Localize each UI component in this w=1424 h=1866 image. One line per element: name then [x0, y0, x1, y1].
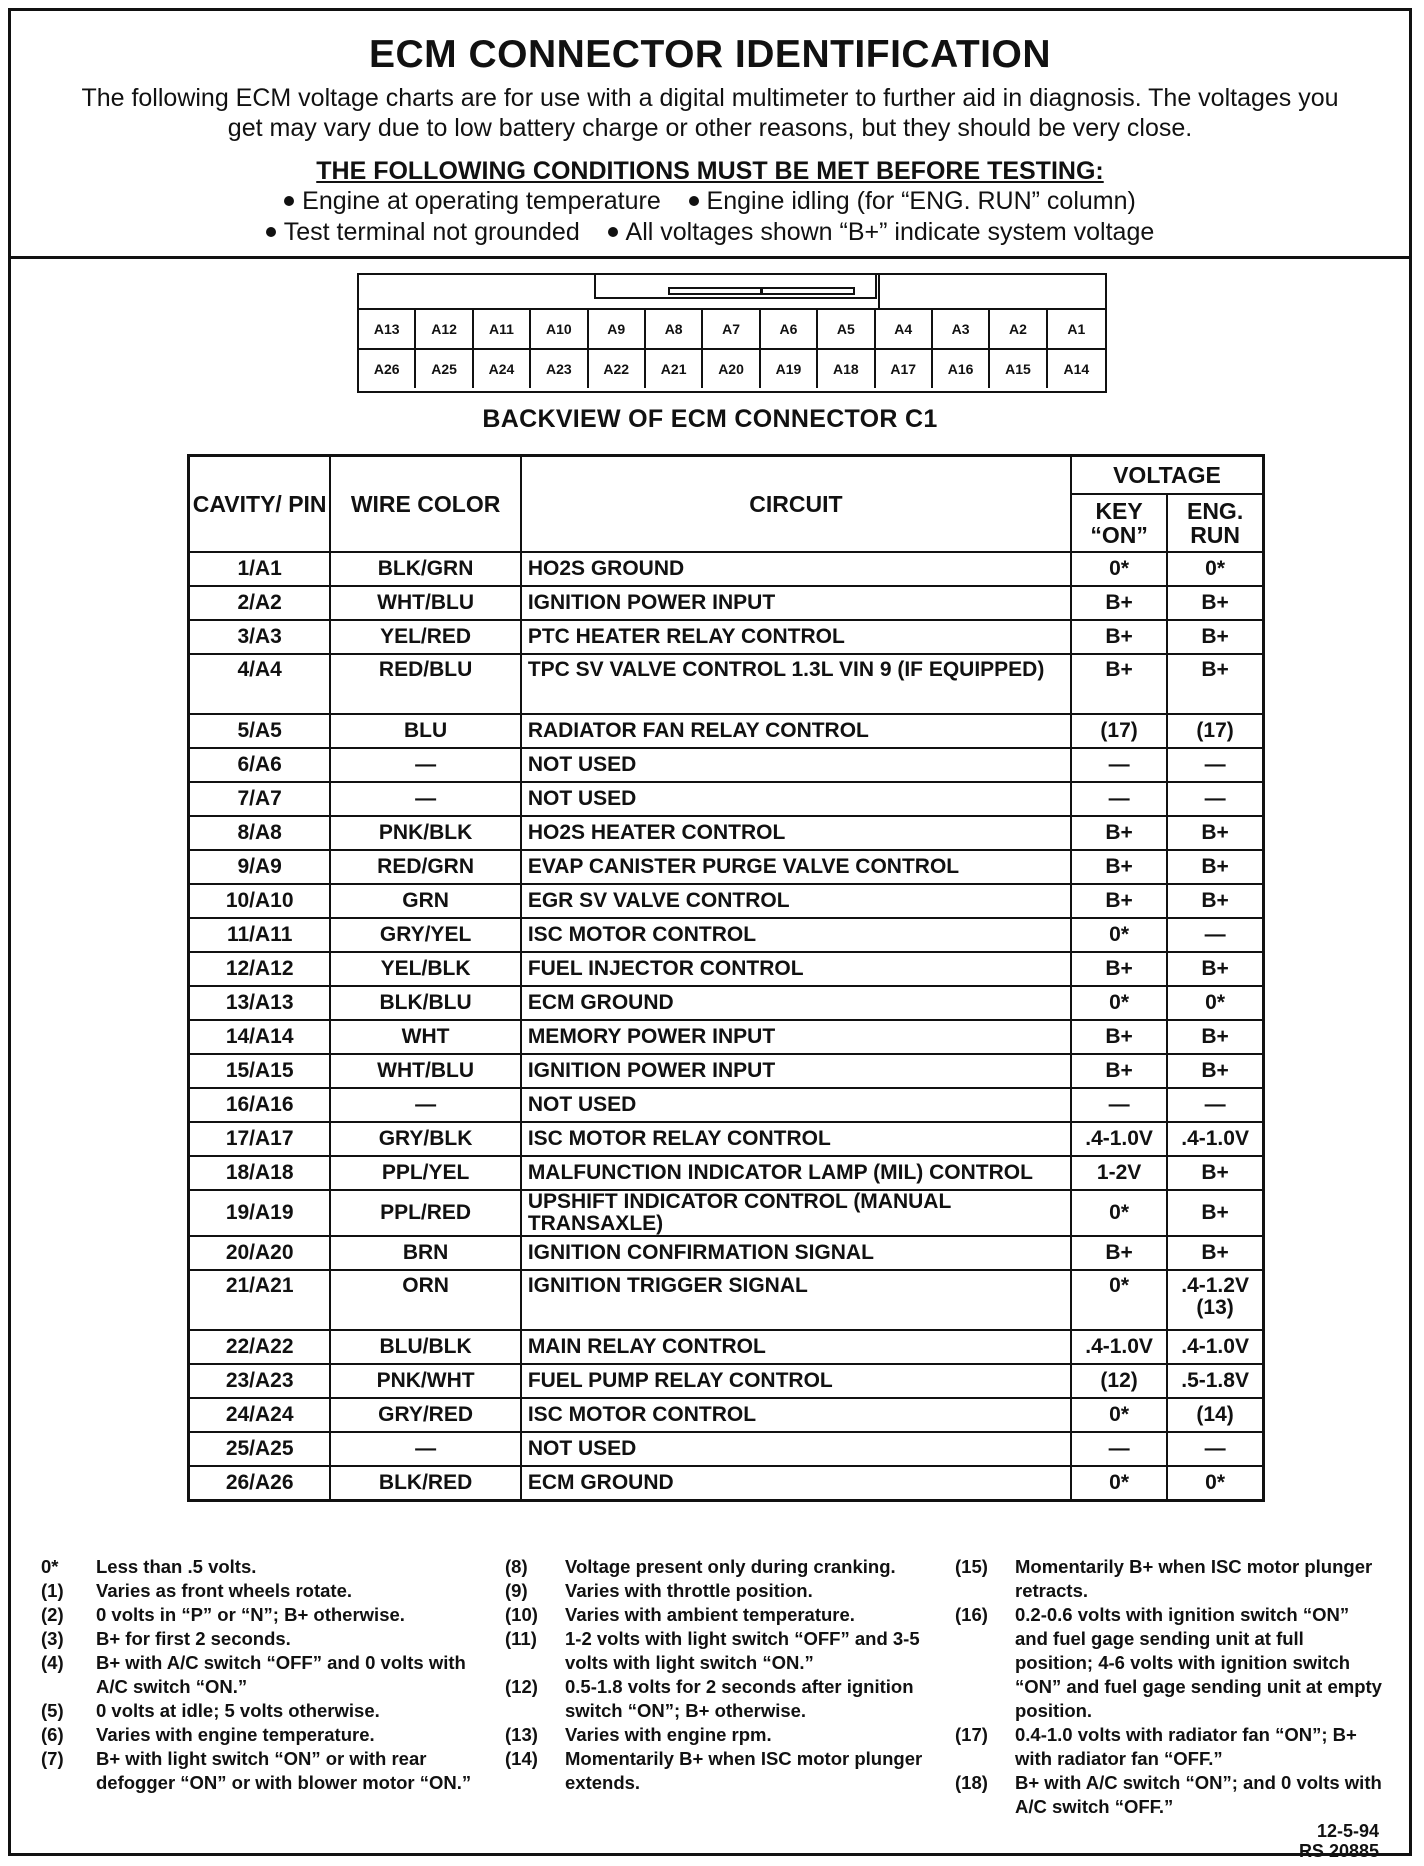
footnote — [41, 1747, 481, 1795]
connector-pin: A15 — [990, 350, 1047, 388]
eng-run-voltage-cell: B+ — [1167, 620, 1263, 654]
cavity-pin-cell: 22/A22 — [189, 1330, 331, 1364]
footnote — [41, 1603, 481, 1627]
eng-run-voltage-cell: — — [1167, 782, 1263, 816]
key-on-voltage-cell: (17) — [1071, 714, 1167, 748]
cavity-pin-cell: 13/A13 — [189, 986, 331, 1020]
wire-color-cell: BLU/BLK — [330, 1330, 520, 1364]
footnote-key: (10) — [505, 1604, 538, 1625]
eng-run-voltage-cell: .5-1.8V — [1167, 1364, 1263, 1398]
cavity-pin-cell: 11/A11 — [189, 918, 331, 952]
table-row — [189, 1330, 1264, 1364]
circuit-cell: NOT USED — [521, 1432, 1071, 1466]
footnote — [505, 1747, 935, 1795]
header-cavity-pin: CAVITY/ PIN — [189, 456, 331, 552]
document-code: RS 20885 — [1298, 1841, 1379, 1861]
footnote-text: 1-2 volts with light switch “OFF” and 3-5 volts with light switch “ON.” — [565, 1628, 920, 1673]
cavity-pin-cell: 23/A23 — [189, 1364, 331, 1398]
eng-run-voltage-cell: B+ — [1167, 1236, 1263, 1270]
wire-color-cell: BLU — [330, 714, 520, 748]
header-eng-run: ENG. RUN — [1167, 494, 1263, 552]
key-on-voltage-cell: — — [1071, 748, 1167, 782]
circuit-cell: NOT USED — [521, 782, 1071, 816]
pin-voltage-table — [187, 454, 1265, 1502]
footnotes-column-1 — [41, 1555, 481, 1795]
key-on-voltage-cell: B+ — [1071, 850, 1167, 884]
footnote-key: (13) — [505, 1724, 538, 1745]
table-row — [189, 714, 1264, 748]
connector-pin: A1 — [1067, 321, 1086, 337]
eng-run-voltage-cell: B+ — [1167, 850, 1263, 884]
cavity-pin-cell: 18/A18 — [189, 1156, 331, 1190]
eng-run-voltage-cell: B+ — [1167, 586, 1263, 620]
key-on-voltage-cell: 0* — [1071, 1398, 1167, 1432]
key-on-voltage-cell: B+ — [1071, 1020, 1167, 1054]
footnotes-column-2 — [505, 1555, 935, 1795]
eng-run-voltage-cell: B+ — [1167, 1156, 1263, 1190]
wire-color-cell: — — [330, 1088, 520, 1122]
bullet-icon — [266, 227, 276, 237]
eng-run-voltage-cell: — — [1167, 1088, 1263, 1122]
connector-pin: A2 — [990, 310, 1047, 348]
key-on-voltage-cell: — — [1071, 1088, 1167, 1122]
wire-color-cell: PPL/YEL — [330, 1156, 520, 1190]
circuit-cell: NOT USED — [521, 748, 1071, 782]
wire-color-cell: GRY/YEL — [330, 918, 520, 952]
footnote — [41, 1651, 481, 1699]
footnote-text: 0.2-0.6 volts with ignition switch “ON” and fuel gage sending unit at full position; 4-6 volts with ignition switch “ON” and fuel gage sending unit at empty position. — [1015, 1604, 1382, 1721]
table-row — [189, 586, 1264, 620]
key-on-voltage-cell: 0* — [1071, 918, 1167, 952]
cavity-pin-cell: 1/A1 — [189, 552, 331, 586]
footnote — [505, 1555, 935, 1579]
key-on-voltage-cell: 0* — [1071, 986, 1167, 1020]
wire-color-cell: WHT — [330, 1020, 520, 1054]
connector-pin: A6 — [761, 310, 818, 348]
document-date: 12-5-94 — [1316, 1821, 1379, 1841]
wire-color-cell: YEL/RED — [330, 620, 520, 654]
key-on-voltage-cell: B+ — [1071, 884, 1167, 918]
circuit-cell: MEMORY POWER INPUT — [521, 1020, 1071, 1054]
intro-line-2: get may vary due to low battery charge or other reasons, but they should be very close. — [227, 114, 1193, 142]
eng-run-voltage-cell: .4-1.2V (13) — [1167, 1270, 1263, 1330]
circuit-cell: PTC HEATER RELAY CONTROL — [521, 620, 1071, 654]
table-row — [189, 850, 1264, 884]
eng-run-voltage-cell: (14) — [1167, 1398, 1263, 1432]
table-row — [189, 1270, 1264, 1330]
wire-color-cell: RED/BLU — [330, 654, 520, 714]
circuit-cell: UPSHIFT INDICATOR CONTROL (MANUAL TRANSAXLE) — [521, 1190, 1071, 1236]
table-row — [189, 782, 1264, 816]
cavity-pin-cell: 12/A12 — [189, 952, 331, 986]
footnote-text: Momentarily B+ when ISC motor plunger retracts. — [1015, 1556, 1373, 1601]
connector-pin: A12 — [416, 310, 473, 348]
header-wire-color: WIRE COLOR — [330, 456, 520, 552]
circuit-cell: ISC MOTOR RELAY CONTROL — [521, 1122, 1071, 1156]
cavity-pin-cell: 24/A24 — [189, 1398, 331, 1432]
wire-color-cell: WHT/BLU — [330, 1054, 520, 1088]
footnote — [41, 1699, 481, 1723]
table-row — [189, 1236, 1264, 1270]
footnote-text: Varies as front wheels rotate. — [96, 1580, 353, 1601]
connector-divider — [878, 275, 880, 308]
wire-color-cell: GRY/BLK — [330, 1122, 520, 1156]
footnote — [41, 1723, 481, 1747]
wire-color-cell: RED/GRN — [330, 850, 520, 884]
footnote-key: (2) — [41, 1604, 64, 1625]
table-row — [189, 1190, 1264, 1236]
footnote-text: Varies with ambient temperature. — [565, 1604, 855, 1625]
key-on-voltage-cell: 1-2V — [1071, 1156, 1167, 1190]
connector-pin: A10 — [531, 310, 588, 348]
footnote — [505, 1723, 935, 1747]
table-row — [189, 884, 1264, 918]
intro-text — [23, 83, 1397, 143]
footnote-text: Voltage present only during cranking. — [565, 1556, 896, 1577]
cavity-pin-cell: 14/A14 — [189, 1020, 331, 1054]
wire-color-cell: BLK/BLU — [330, 986, 520, 1020]
eng-run-voltage-cell: 0* — [1167, 1466, 1263, 1501]
footnote-text: B+ with A/C switch “OFF” and 0 volts with A/C switch “ON.” — [96, 1652, 466, 1697]
wire-color-cell: WHT/BLU — [330, 586, 520, 620]
key-on-voltage-cell: .4-1.0V — [1071, 1122, 1167, 1156]
eng-run-voltage-cell: B+ — [1167, 884, 1263, 918]
key-on-voltage-cell: B+ — [1071, 1236, 1167, 1270]
footnote-text: Varies with engine temperature. — [96, 1724, 375, 1745]
connector-pin: A14 — [1063, 361, 1090, 377]
footnote-key: (18) — [955, 1772, 988, 1793]
circuit-cell: ECM GROUND — [521, 1466, 1071, 1501]
footnote-key: (5) — [41, 1700, 64, 1721]
cavity-pin-cell: 19/A19 — [189, 1190, 331, 1236]
footnote-text: B+ with A/C switch “ON”; and 0 volts with A/C switch “OFF.” — [1015, 1772, 1382, 1817]
circuit-cell: MALFUNCTION INDICATOR LAMP (MIL) CONTROL — [521, 1156, 1071, 1190]
footnote-key: (7) — [41, 1748, 64, 1769]
eng-run-voltage-cell: B+ — [1167, 816, 1263, 850]
eng-run-voltage-cell: — — [1167, 748, 1263, 782]
conditions-heading: THE FOLLOWING CONDITIONS MUST BE MET BEFORE TESTING: — [316, 157, 1104, 185]
table-row — [189, 986, 1264, 1020]
connector-pin: A24 — [474, 350, 531, 388]
connector-pin: A23 — [531, 350, 588, 388]
conditions-line-1 — [11, 186, 1409, 217]
circuit-cell: IGNITION POWER INPUT — [521, 586, 1071, 620]
header-key-on: KEY “ON” — [1071, 494, 1167, 552]
footnote-text: 0.5-1.8 volts for 2 seconds after ignition switch “ON”; B+ otherwise. — [565, 1676, 914, 1721]
eng-run-voltage-cell: (17) — [1167, 714, 1263, 748]
document-footer — [1299, 1821, 1379, 1861]
footnote-key: (17) — [955, 1724, 988, 1745]
footnote-key: (3) — [41, 1628, 64, 1649]
key-on-voltage-cell: B+ — [1071, 654, 1167, 714]
key-on-voltage-cell: — — [1071, 1432, 1167, 1466]
table-row — [189, 1122, 1264, 1156]
bullet-icon — [608, 227, 618, 237]
footnote — [41, 1627, 481, 1651]
table-row — [189, 952, 1264, 986]
connector-pin: A21 — [646, 350, 703, 388]
key-on-voltage-cell: 0* — [1071, 1190, 1167, 1236]
connector-lock-slot — [761, 287, 855, 295]
footnote-text: Less than .5 volts. — [96, 1556, 257, 1577]
eng-run-voltage-cell: 0* — [1167, 986, 1263, 1020]
connector-pin: A19 — [761, 350, 818, 388]
circuit-cell: NOT USED — [521, 1088, 1071, 1122]
footnote-key: (14) — [505, 1748, 538, 1769]
circuit-cell: RADIATOR FAN RELAY CONTROL — [521, 714, 1071, 748]
cavity-pin-cell: 26/A26 — [189, 1466, 331, 1501]
header-circuit: CIRCUIT — [521, 456, 1071, 552]
wire-color-cell: PPL/RED — [330, 1190, 520, 1236]
circuit-cell: HO2S HEATER CONTROL — [521, 816, 1071, 850]
connector-pin: A25 — [416, 350, 473, 388]
footnote-text: B+ with light switch “ON” or with rear defogger “ON” or with blower motor “ON.” — [96, 1748, 472, 1793]
footnote-key: (4) — [41, 1652, 64, 1673]
connector-lock-slot — [668, 287, 762, 295]
circuit-cell: ECM GROUND — [521, 986, 1071, 1020]
cavity-pin-cell: 15/A15 — [189, 1054, 331, 1088]
header — [11, 11, 1409, 259]
eng-run-voltage-cell: B+ — [1167, 1020, 1263, 1054]
table-row — [189, 1466, 1264, 1501]
cavity-pin-cell: 2/A2 — [189, 586, 331, 620]
connector-pin: A7 — [703, 310, 760, 348]
table-row — [189, 620, 1264, 654]
eng-run-voltage-cell: B+ — [1167, 952, 1263, 986]
wire-color-cell: GRY/RED — [330, 1398, 520, 1432]
cavity-pin-cell: 4/A4 — [189, 654, 331, 714]
connector-pin: A13 — [359, 310, 416, 348]
footnote — [955, 1555, 1385, 1603]
key-on-voltage-cell: B+ — [1071, 816, 1167, 850]
table-row — [189, 816, 1264, 850]
connector-pin: A16 — [933, 350, 990, 388]
table-row — [189, 1020, 1264, 1054]
conditions-line-2 — [11, 217, 1409, 248]
table-row — [189, 1432, 1264, 1466]
wire-color-cell: YEL/BLK — [330, 952, 520, 986]
wire-color-cell: PNK/BLK — [330, 816, 520, 850]
cavity-pin-cell: 7/A7 — [189, 782, 331, 816]
table-row — [189, 748, 1264, 782]
cavity-pin-cell: 16/A16 — [189, 1088, 331, 1122]
connector-pin: A11 — [474, 310, 531, 348]
footnote-key: (6) — [41, 1724, 64, 1745]
footnote — [955, 1771, 1385, 1819]
key-on-voltage-cell: B+ — [1071, 586, 1167, 620]
footnotes-column-3 — [955, 1555, 1385, 1819]
key-on-voltage-cell: 0* — [1071, 1270, 1167, 1330]
eng-run-voltage-cell: B+ — [1167, 1190, 1263, 1236]
eng-run-voltage-cell: 0* — [1167, 552, 1263, 586]
eng-run-voltage-cell: B+ — [1167, 654, 1263, 714]
footnote-key: (1) — [41, 1580, 64, 1601]
eng-run-voltage-cell: .4-1.0V — [1167, 1330, 1263, 1364]
footnote-text: Varies with engine rpm. — [565, 1724, 772, 1745]
header-voltage: VOLTAGE — [1071, 456, 1264, 494]
footnote-key: 0* — [41, 1556, 59, 1577]
table-row — [189, 1054, 1264, 1088]
page-title: ECM CONNECTOR IDENTIFICATION — [368, 33, 1052, 76]
condition-item: Engine at operating temperature — [302, 187, 661, 215]
cavity-pin-cell: 21/A21 — [189, 1270, 331, 1330]
wire-color-cell: — — [330, 1432, 520, 1466]
footnote-text: 0.4-1.0 volts with radiator fan “ON”; B+ with radiator fan “OFF.” — [1015, 1724, 1357, 1769]
footnote-text: B+ for first 2 seconds. — [96, 1628, 291, 1649]
circuit-cell: EVAP CANISTER PURGE VALVE CONTROL — [521, 850, 1071, 884]
eng-run-voltage-cell: — — [1167, 1432, 1263, 1466]
table-row — [189, 1364, 1264, 1398]
bullet-icon — [284, 196, 294, 206]
cavity-pin-cell: 20/A20 — [189, 1236, 331, 1270]
circuit-cell: IGNITION CONFIRMATION SIGNAL — [521, 1236, 1071, 1270]
connector-caption: BACKVIEW OF ECM CONNECTOR C1 — [482, 405, 938, 433]
footnote — [505, 1603, 935, 1627]
key-on-voltage-cell: — — [1071, 782, 1167, 816]
cavity-pin-cell: 8/A8 — [189, 816, 331, 850]
bullet-icon — [689, 196, 699, 206]
connector-pin: A3 — [933, 310, 990, 348]
connector-pin: A9 — [589, 310, 646, 348]
connector-pin: A20 — [703, 350, 760, 388]
circuit-cell: ISC MOTOR CONTROL — [521, 1398, 1071, 1432]
wire-color-cell: — — [330, 782, 520, 816]
connector-diagram — [357, 273, 1107, 393]
cavity-pin-cell: 9/A9 — [189, 850, 331, 884]
footnote — [505, 1627, 935, 1675]
footnote-text: 0 volts at idle; 5 volts otherwise. — [96, 1700, 380, 1721]
connector-pin: A4 — [876, 310, 933, 348]
table-row — [189, 654, 1264, 714]
wire-color-cell: BRN — [330, 1236, 520, 1270]
wire-color-cell: ORN — [330, 1270, 520, 1330]
table-row — [189, 1398, 1264, 1432]
cavity-pin-cell: 3/A3 — [189, 620, 331, 654]
eng-run-voltage-cell: .4-1.0V — [1167, 1122, 1263, 1156]
eng-run-voltage-cell: — — [1167, 918, 1263, 952]
footnote-text: Momentarily B+ when ISC motor plunger extends. — [565, 1748, 923, 1793]
connector-lock-tab — [594, 273, 877, 299]
key-on-voltage-cell: 0* — [1071, 552, 1167, 586]
condition-item: Test terminal not grounded — [283, 218, 580, 246]
table-row — [189, 1088, 1264, 1122]
intro-line-1: The following ECM voltage charts are for use with a digital multimeter to further aid in diagnosis. The voltages you — [81, 84, 1339, 112]
connector-pin: A17 — [876, 350, 933, 388]
footnote — [955, 1723, 1385, 1771]
connector-pin: A5 — [818, 310, 875, 348]
footnote — [505, 1675, 935, 1723]
pin-table-body — [189, 552, 1264, 1501]
connector-pin-row-2 — [359, 350, 1105, 388]
wire-color-cell: — — [330, 748, 520, 782]
wire-color-cell: PNK/WHT — [330, 1364, 520, 1398]
table-row — [189, 552, 1264, 586]
circuit-cell: IGNITION POWER INPUT — [521, 1054, 1071, 1088]
connector-pin: A8 — [646, 310, 703, 348]
circuit-cell: MAIN RELAY CONTROL — [521, 1330, 1071, 1364]
circuit-cell: FUEL PUMP RELAY CONTROL — [521, 1364, 1071, 1398]
condition-item: All voltages shown “B+” indicate system voltage — [625, 218, 1155, 246]
key-on-voltage-cell: B+ — [1071, 620, 1167, 654]
circuit-cell: EGR SV VALVE CONTROL — [521, 884, 1071, 918]
footnote — [505, 1579, 935, 1603]
circuit-cell: FUEL INJECTOR CONTROL — [521, 952, 1071, 986]
wire-color-cell: BLK/RED — [330, 1466, 520, 1501]
connector-pin: A22 — [589, 350, 646, 388]
connector-pin: A18 — [818, 350, 875, 388]
cavity-pin-cell: 25/A25 — [189, 1432, 331, 1466]
page-frame — [8, 8, 1412, 1861]
table-row — [189, 1156, 1264, 1190]
footnote-text: Varies with throttle position. — [565, 1580, 813, 1601]
wire-color-cell: GRN — [330, 884, 520, 918]
footnote — [41, 1579, 481, 1603]
footnote-key: (11) — [505, 1628, 537, 1649]
cavity-pin-cell: 10/A10 — [189, 884, 331, 918]
connector-pin-row-1 — [359, 310, 1105, 348]
condition-item: Engine idling (for “ENG. RUN” column) — [706, 187, 1136, 215]
cavity-pin-cell: 17/A17 — [189, 1122, 331, 1156]
footnote-key: (9) — [505, 1580, 528, 1601]
key-on-voltage-cell: B+ — [1071, 1054, 1167, 1088]
cavity-pin-cell: 6/A6 — [189, 748, 331, 782]
footnote-key: (8) — [505, 1556, 528, 1577]
footnote-text: 0 volts in “P” or “N”; B+ otherwise. — [96, 1604, 405, 1625]
footnote — [955, 1603, 1385, 1723]
circuit-cell: ISC MOTOR CONTROL — [521, 918, 1071, 952]
connector-pin: A26 — [359, 350, 416, 388]
key-on-voltage-cell: B+ — [1071, 952, 1167, 986]
key-on-voltage-cell: (12) — [1071, 1364, 1167, 1398]
wire-color-cell: BLK/GRN — [330, 552, 520, 586]
cavity-pin-cell: 5/A5 — [189, 714, 331, 748]
footnote — [41, 1555, 481, 1579]
key-on-voltage-cell: 0* — [1071, 1466, 1167, 1501]
table-row — [189, 918, 1264, 952]
circuit-cell: TPC SV VALVE CONTROL 1.3L VIN 9 (IF EQUIPPED) — [521, 654, 1071, 714]
footnote-key: (12) — [505, 1676, 538, 1697]
footnote-key: (16) — [955, 1604, 988, 1625]
circuit-cell: IGNITION TRIGGER SIGNAL — [521, 1270, 1071, 1330]
footnote-key: (15) — [955, 1556, 988, 1577]
circuit-cell: HO2S GROUND — [521, 552, 1071, 586]
key-on-voltage-cell: .4-1.0V — [1071, 1330, 1167, 1364]
eng-run-voltage-cell: B+ — [1167, 1054, 1263, 1088]
